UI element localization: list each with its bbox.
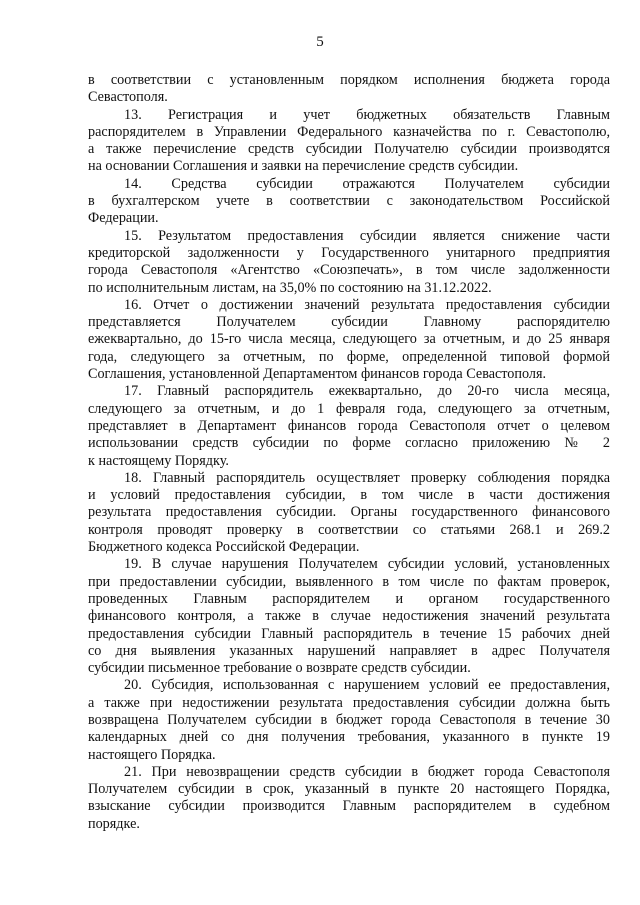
text-line: календарных дней со дня получения требования, указанного в пункте 19 bbox=[88, 729, 610, 746]
paragraph bbox=[88, 72, 610, 107]
text-line: взыскание субсидии производится Главным распорядителем в судебном bbox=[88, 798, 610, 815]
text-line: 14. Средства субсидии отражаются Получателем субсидии bbox=[124, 175, 610, 192]
text-line: 21. При невозвращении средств субсидии в бюджет города Севастополя bbox=[124, 763, 610, 780]
text-line: настоящего Порядка. bbox=[88, 746, 216, 763]
page-number: 5 bbox=[316, 34, 324, 50]
text-line: ежеквартально, до 15-го числа месяца, следующего за отчетным, и до 25 января bbox=[88, 331, 610, 348]
text-line: Федерации. bbox=[88, 210, 159, 227]
text-line: контроля проводят проверку в соответствии со статьями 268.1 и 269.2 bbox=[88, 521, 610, 538]
text-line: Бюджетного кодекса Российской Федерации. bbox=[88, 539, 360, 556]
text-line: представляет в Департамент финансов города Севастополя отчет о целевом bbox=[88, 417, 610, 434]
text-line: использовании средств субсидии по форме согласно приложению № 2 bbox=[88, 435, 610, 452]
text-line: Соглашения, установленной Департаментом финансов города Севастополя. bbox=[88, 366, 547, 383]
document-body bbox=[88, 72, 610, 833]
text-line: распорядителем в Управлении Федерального казначейства по г. Севастополю, bbox=[88, 123, 610, 140]
text-line: порядке. bbox=[88, 815, 140, 832]
text-line: 15. Результатом предоставления субсидии является снижение части bbox=[124, 227, 610, 244]
text-line: на основании Соглашения и заявки на перечисление средств субсидии. bbox=[88, 158, 519, 175]
text-line: 17. Главный распорядитель ежеквартально, до 20-го числа месяца, bbox=[124, 383, 610, 400]
text-line: кредиторской задолженности у Государственного унитарного предприятия bbox=[88, 244, 610, 261]
text-line: города Севастополя «Агентство «Союзпечать», в том числе задолженности bbox=[88, 262, 610, 279]
paragraph bbox=[88, 228, 610, 297]
text-line: Севастополя. bbox=[88, 89, 168, 106]
paragraph bbox=[88, 556, 610, 677]
paragraph bbox=[88, 764, 610, 833]
text-line: по исполнительным листам, на 35,0% по состоянию на 31.12.2022. bbox=[88, 279, 492, 296]
text-line: 20. Субсидия, использованная с нарушением условий ее предоставления, bbox=[124, 677, 610, 694]
paragraph bbox=[88, 383, 610, 469]
text-line: следующего за отчетным, и до 1 февраля года, следующего за отчетным, bbox=[88, 400, 610, 417]
text-line: возвращена Получателем субсидии в бюджет города Севастополя в течение 30 bbox=[88, 711, 610, 728]
text-line: а также при недостижении результата предоставления субсидии должна быть bbox=[88, 694, 610, 711]
text-line: финансового контроля, а также в случае недостижения значений результата bbox=[88, 608, 610, 625]
text-line: 13. Регистрация и учет бюджетных обязательств Главным bbox=[124, 106, 610, 123]
text-line: результата предоставления субсидии. Органы государственного финансового bbox=[88, 504, 610, 521]
text-line: 16. Отчет о достижении значений результата предоставления субсидии bbox=[124, 296, 610, 313]
text-line: проведенных Главным распорядителем и органом государственного bbox=[88, 590, 610, 607]
text-line: предоставления субсидии Главный распорядитель в течение 15 рабочих дней bbox=[88, 625, 610, 642]
text-line: в соответствии с установленным порядком исполнения бюджета города bbox=[88, 72, 610, 88]
text-line: а также перечисление средств субсидии Получателю субсидии производятся bbox=[88, 141, 610, 158]
paragraph bbox=[88, 297, 610, 383]
paragraph bbox=[88, 677, 610, 763]
text-line: и условий предоставления субсидии, в том числе в части достижения bbox=[88, 487, 610, 504]
paragraph bbox=[88, 176, 610, 228]
text-line: года, следующего за отчетным, по форме, определенной типовой формой bbox=[88, 348, 610, 365]
text-line: Получателем субсидии в срок, указанный в пункте 20 настоящего Порядка, bbox=[88, 781, 610, 798]
text-line: субсидии письменное требование о возврате средств субсидии. bbox=[88, 660, 471, 677]
text-line: в бухгалтерском учете в соответствии с законодательством Российской bbox=[88, 193, 610, 210]
paragraph bbox=[88, 470, 610, 556]
text-line: к настоящему Порядку. bbox=[88, 452, 229, 469]
text-line: при предоставлении субсидии, выявленного в том числе по фактам проверок, bbox=[88, 573, 610, 590]
text-line: 18. Главный распорядитель осуществляет проверку соблюдения порядка bbox=[124, 469, 610, 486]
text-line: представляется Получателем субсидии Главному распорядителю bbox=[88, 314, 610, 331]
text-line: со дня выявления указанных нарушений направляет в адрес Получателя bbox=[88, 642, 610, 659]
text-line: 19. В случае нарушения Получателем субсидии условий, установленных bbox=[124, 556, 610, 573]
paragraph bbox=[88, 107, 610, 176]
